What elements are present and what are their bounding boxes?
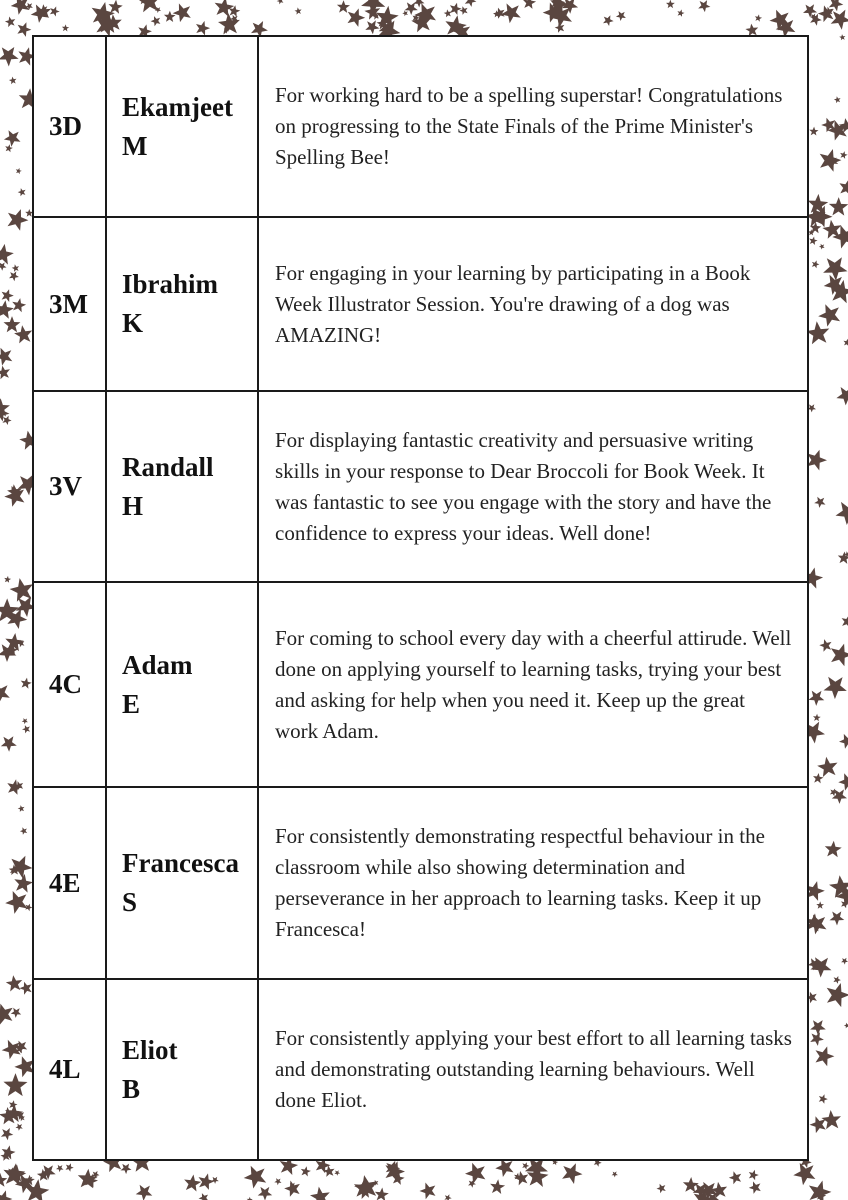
- star-icon: [824, 677, 847, 699]
- star-icon: [803, 4, 817, 17]
- star-icon: [173, 3, 191, 22]
- award-row: [33, 582, 808, 787]
- star-icon: [465, 0, 477, 7]
- student-name: [106, 391, 258, 582]
- star-icon: [823, 257, 847, 281]
- student-initial: B: [122, 1073, 141, 1104]
- star-icon: [20, 827, 27, 835]
- star-icon: [840, 151, 848, 159]
- star-icon: [817, 757, 837, 777]
- star-icon: [361, 0, 385, 15]
- student-first-name: Adam: [122, 649, 193, 680]
- star-icon: [834, 96, 841, 103]
- star-icon: [348, 8, 366, 27]
- star-icon: [402, 10, 408, 16]
- star-icon: [277, 0, 284, 4]
- star-icon: [809, 237, 817, 246]
- award-row: [33, 787, 808, 979]
- star-icon: [78, 1169, 98, 1189]
- award-message: For displaying fantastic creativity and persuasive writing skills in your response to Dear Broccoli for Book Week. It was fantastic to see you engage with the story and have the confidence to express your ideas. Well done!: [258, 391, 808, 582]
- star-icon: [807, 450, 827, 471]
- star-icon: [808, 691, 824, 706]
- star-icon: [842, 615, 848, 628]
- star-icon: [12, 298, 26, 312]
- awards-table: [32, 35, 809, 1161]
- student-first-name: Randall: [122, 451, 214, 482]
- star-icon: [18, 188, 26, 196]
- star-icon: [812, 260, 820, 268]
- star-icon: [151, 16, 161, 26]
- star-icon: [829, 197, 848, 216]
- class-code: 3M: [33, 217, 106, 391]
- class-code: 3V: [33, 391, 106, 582]
- star-icon: [4, 316, 21, 332]
- star-icon: [839, 734, 848, 749]
- star-icon: [244, 1166, 267, 1189]
- star-icon: [258, 1187, 273, 1200]
- star-icon: [749, 1181, 761, 1194]
- star-icon: [0, 1173, 7, 1187]
- student-initial: E: [122, 688, 141, 719]
- star-icon: [14, 325, 32, 343]
- star-icon: [199, 1173, 215, 1190]
- star-icon: [1, 1128, 13, 1140]
- star-icon: [816, 901, 824, 908]
- star-icon: [62, 24, 69, 31]
- star-icon: [375, 1188, 389, 1200]
- star-icon: [831, 644, 848, 667]
- star-icon: [830, 911, 845, 925]
- student-initial: H: [122, 490, 144, 521]
- star-icon: [838, 773, 848, 790]
- star-icon: [657, 1184, 666, 1194]
- student-first-name: Ekamjeet: [122, 91, 233, 122]
- award-row: [33, 979, 808, 1160]
- star-icon: [9, 77, 17, 85]
- star-icon: [612, 1171, 618, 1177]
- star-icon: [841, 958, 848, 965]
- star-icon: [514, 1171, 528, 1185]
- star-icon: [444, 1194, 451, 1200]
- star-icon: [334, 1170, 340, 1176]
- student-initial: M: [122, 130, 148, 161]
- award-message: For consistently demonstrating respectful behaviour in the classroom while also showing determination and perseverance in her approach to learning tasks. Keep it up Francesca!: [258, 787, 808, 979]
- award-message: For coming to school every day with a cheerful attirude. Well done on applying yourself to learning tasks, trying your best and asking for help when you need it. Keep up the great work Adam.: [258, 582, 808, 787]
- star-icon: [1, 736, 17, 752]
- student-initial: K: [122, 308, 144, 338]
- star-icon: [444, 9, 452, 17]
- star-icon: [459, 6, 467, 15]
- star-icon: [0, 684, 10, 704]
- star-icon: [816, 1046, 835, 1066]
- star-icon: [337, 0, 350, 13]
- star-icon: [211, 1177, 219, 1184]
- star-icon: [3, 416, 12, 425]
- star-icon: [14, 874, 33, 893]
- star-icon: [0, 348, 12, 366]
- star-icon: [793, 1163, 815, 1185]
- star-icon: [0, 1004, 13, 1025]
- student-first-name: Ibrahim: [122, 269, 219, 299]
- class-code: 4C: [33, 582, 106, 787]
- star-icon: [0, 1190, 12, 1200]
- class-code: 4E: [33, 787, 106, 979]
- star-icon: [50, 6, 60, 16]
- star-icon: [836, 387, 848, 405]
- student-first-name: Eliot: [122, 1034, 178, 1065]
- star-icon: [603, 15, 614, 26]
- star-icon: [5, 17, 15, 28]
- star-icon: [806, 321, 829, 344]
- star-icon: [819, 1094, 828, 1103]
- award-message: For consistently applying your best effort to all learning tasks and demonstrating outstanding learning behaviours. Well done Eliot.: [258, 979, 808, 1160]
- star-icon: [809, 127, 818, 136]
- star-icon: [66, 1163, 74, 1172]
- class-code: 3D: [33, 36, 106, 217]
- star-icon: [839, 34, 845, 40]
- star-icon: [819, 639, 831, 652]
- star-icon: [465, 1163, 485, 1184]
- star-icon: [698, 0, 710, 12]
- star-icon: [814, 497, 825, 508]
- class-code: 4L: [33, 979, 106, 1160]
- star-icon: [18, 805, 25, 812]
- student-name: [106, 787, 258, 979]
- star-icon: [490, 1179, 505, 1194]
- star-icon: [17, 22, 31, 37]
- star-icon: [827, 983, 848, 1007]
- star-icon: [3, 1073, 27, 1096]
- star-icon: [136, 1185, 153, 1200]
- star-icon: [56, 1165, 64, 1172]
- award-message: For engaging in your learning by participating in a Book Week Illustrator Session. You're drawing of a dog was AMAZING!: [258, 217, 808, 391]
- star-icon: [0, 366, 10, 380]
- award-row: [33, 391, 808, 582]
- star-icon: [820, 149, 842, 172]
- star-icon: [666, 0, 675, 8]
- star-icon: [19, 982, 31, 995]
- star-icon: [0, 262, 7, 270]
- student-name: [106, 217, 258, 391]
- star-icon: [121, 1164, 132, 1175]
- student-name: [106, 582, 258, 787]
- star-icon: [501, 3, 521, 23]
- star-icon: [184, 1175, 201, 1192]
- star-icon: [819, 244, 825, 250]
- star-icon: [295, 7, 302, 14]
- star-icon: [821, 1110, 841, 1129]
- star-icon: [21, 678, 32, 689]
- star-icon: [839, 179, 848, 195]
- student-name: [106, 36, 258, 217]
- star-icon: [677, 9, 684, 16]
- star-icon: [755, 14, 762, 21]
- star-icon: [810, 1020, 826, 1035]
- star-icon: [8, 209, 29, 231]
- star-icon: [164, 11, 176, 22]
- star-icon: [810, 14, 822, 26]
- award-row: [33, 36, 808, 217]
- star-icon: [2, 289, 14, 302]
- star-icon: [0, 244, 14, 265]
- star-icon: [833, 976, 841, 984]
- star-icon: [196, 21, 210, 36]
- award-row: [33, 217, 808, 391]
- star-icon: [562, 1163, 582, 1184]
- student-initial: S: [122, 887, 138, 917]
- star-icon: [813, 714, 821, 722]
- star-icon: [808, 194, 829, 214]
- award-message: For working hard to be a spelling superstar! Congratulations on progressing to the State Finals of the Prime Minister's Spelling Bee!: [258, 36, 808, 217]
- star-icon: [450, 3, 462, 15]
- star-icon: [813, 773, 824, 783]
- star-icon: [0, 300, 14, 319]
- star-icon: [749, 1170, 759, 1181]
- student-first-name: Francesca: [122, 848, 239, 878]
- star-icon: [825, 841, 842, 857]
- star-icon: [109, 0, 123, 14]
- star-icon: [810, 1032, 824, 1046]
- star-icon: [12, 264, 19, 272]
- star-icon: [5, 891, 27, 914]
- star-icon: [831, 10, 848, 30]
- star-icon: [9, 271, 19, 281]
- star-icon: [22, 718, 28, 724]
- star-icon: [4, 576, 11, 583]
- star-icon: [843, 339, 848, 347]
- star-icon: [818, 304, 840, 326]
- student-name: [106, 979, 258, 1160]
- star-icon: [284, 1181, 300, 1197]
- star-icon: [274, 1178, 281, 1185]
- star-icon: [0, 47, 19, 67]
- star-icon: [4, 130, 21, 147]
- star-icon: [22, 725, 30, 733]
- star-icon: [844, 1023, 848, 1029]
- star-icon: [6, 975, 22, 991]
- star-icon: [301, 1166, 311, 1176]
- star-icon: [16, 168, 22, 174]
- star-icon: [523, 0, 536, 9]
- star-icon: [16, 1124, 23, 1131]
- star-icon: [616, 11, 626, 21]
- star-icon: [836, 502, 848, 525]
- star-icon: [822, 220, 841, 239]
- star-icon: [522, 1162, 529, 1169]
- star-icon: [495, 1158, 513, 1177]
- star-icon: [7, 779, 22, 795]
- star-icon: [199, 1193, 209, 1200]
- star-icon: [729, 1171, 741, 1184]
- star-icon: [310, 1187, 330, 1200]
- star-icon: [11, 1008, 22, 1018]
- star-icon: [420, 1183, 436, 1200]
